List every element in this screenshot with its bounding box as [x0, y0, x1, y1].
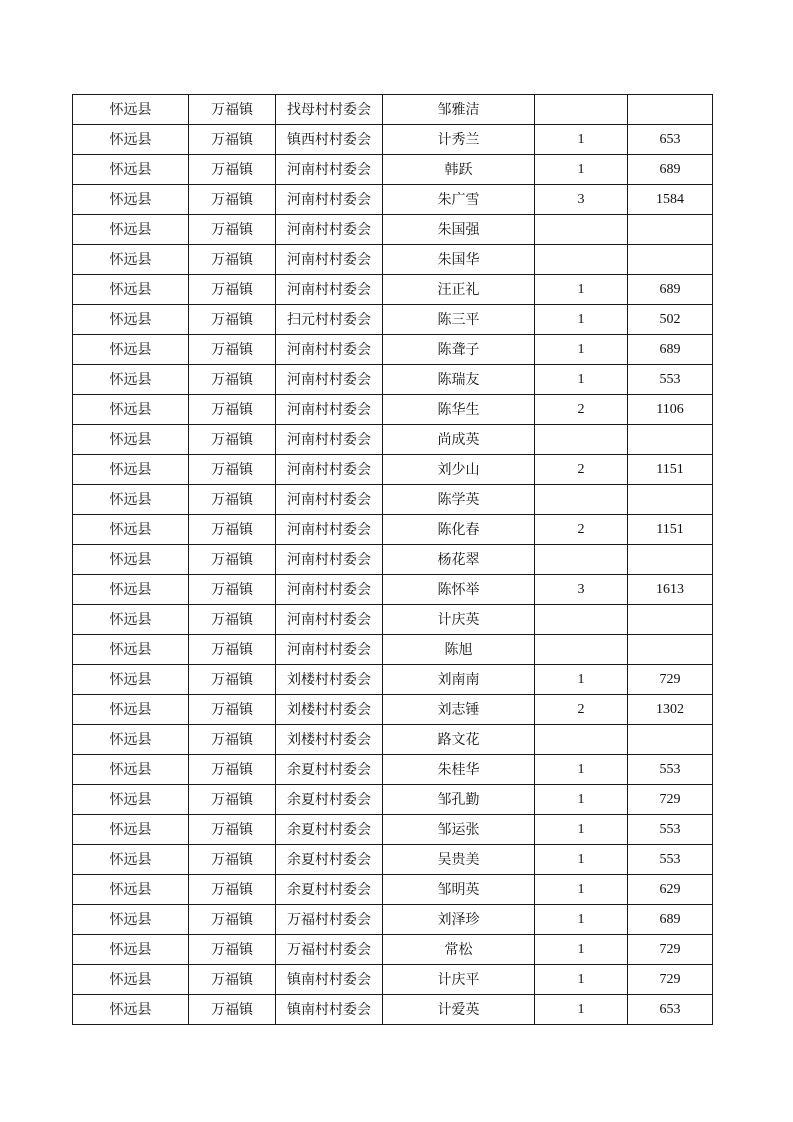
name-cell: 陈聋子 — [383, 335, 535, 365]
amount-cell: 729 — [628, 965, 713, 995]
table-row — [73, 275, 713, 305]
village-committee-cell: 镇南村村委会 — [276, 995, 383, 1025]
village-committee-cell: 余夏村村委会 — [276, 755, 383, 785]
town-cell: 万福镇 — [189, 155, 276, 185]
table-row — [73, 125, 713, 155]
table-row — [73, 305, 713, 335]
amount-cell — [628, 425, 713, 455]
amount-cell — [628, 245, 713, 275]
amount-cell: 729 — [628, 785, 713, 815]
village-committee-cell: 河南村村委会 — [276, 275, 383, 305]
village-committee-cell: 河南村村委会 — [276, 365, 383, 395]
county-cell: 怀远县 — [73, 845, 189, 875]
county-cell: 怀远县 — [73, 215, 189, 245]
count-cell — [535, 545, 628, 575]
amount-cell: 1106 — [628, 395, 713, 425]
name-cell: 计秀兰 — [383, 125, 535, 155]
village-committee-cell: 万福村村委会 — [276, 935, 383, 965]
table-row — [73, 365, 713, 395]
amount-cell: 1584 — [628, 185, 713, 215]
town-cell: 万福镇 — [189, 755, 276, 785]
village-committee-cell: 河南村村委会 — [276, 455, 383, 485]
village-committee-cell: 刘楼村村委会 — [276, 665, 383, 695]
village-committee-cell: 河南村村委会 — [276, 575, 383, 605]
county-cell: 怀远县 — [73, 245, 189, 275]
name-cell: 陈华生 — [383, 395, 535, 425]
amount-cell: 729 — [628, 665, 713, 695]
town-cell: 万福镇 — [189, 365, 276, 395]
name-cell: 陈三平 — [383, 305, 535, 335]
county-cell: 怀远县 — [73, 95, 189, 125]
amount-cell: 729 — [628, 935, 713, 965]
town-cell: 万福镇 — [189, 515, 276, 545]
table-row — [73, 185, 713, 215]
village-committee-cell: 河南村村委会 — [276, 395, 383, 425]
table-row — [73, 815, 713, 845]
table-row — [73, 935, 713, 965]
amount-cell: 1613 — [628, 575, 713, 605]
village-committee-cell: 河南村村委会 — [276, 245, 383, 275]
name-cell: 刘志锤 — [383, 695, 535, 725]
count-cell: 1 — [535, 365, 628, 395]
town-cell: 万福镇 — [189, 395, 276, 425]
count-cell — [535, 425, 628, 455]
county-cell: 怀远县 — [73, 185, 189, 215]
amount-cell: 629 — [628, 875, 713, 905]
count-cell: 2 — [535, 395, 628, 425]
amount-cell: 1302 — [628, 695, 713, 725]
table-row — [73, 875, 713, 905]
table-row — [73, 695, 713, 725]
county-cell: 怀远县 — [73, 695, 189, 725]
county-cell: 怀远县 — [73, 635, 189, 665]
county-cell: 怀远县 — [73, 455, 189, 485]
town-cell: 万福镇 — [189, 185, 276, 215]
town-cell: 万福镇 — [189, 995, 276, 1025]
village-committee-cell: 扫元村村委会 — [276, 305, 383, 335]
count-cell — [535, 485, 628, 515]
county-cell: 怀远县 — [73, 485, 189, 515]
county-cell: 怀远县 — [73, 515, 189, 545]
county-cell: 怀远县 — [73, 935, 189, 965]
amount-cell — [628, 215, 713, 245]
count-cell: 1 — [535, 155, 628, 185]
name-cell: 尚成英 — [383, 425, 535, 455]
county-cell: 怀远县 — [73, 425, 189, 455]
amount-cell: 689 — [628, 275, 713, 305]
county-cell: 怀远县 — [73, 155, 189, 185]
name-cell: 朱广雪 — [383, 185, 535, 215]
count-cell — [535, 95, 628, 125]
amount-cell: 553 — [628, 845, 713, 875]
name-cell: 陈瑞友 — [383, 365, 535, 395]
count-cell: 1 — [535, 665, 628, 695]
name-cell: 韩跃 — [383, 155, 535, 185]
village-committee-cell: 河南村村委会 — [276, 335, 383, 365]
name-cell: 刘南南 — [383, 665, 535, 695]
village-committee-cell: 河南村村委会 — [276, 605, 383, 635]
name-cell: 计爱英 — [383, 995, 535, 1025]
table-row — [73, 995, 713, 1025]
town-cell: 万福镇 — [189, 215, 276, 245]
count-cell: 1 — [535, 755, 628, 785]
town-cell: 万福镇 — [189, 335, 276, 365]
county-cell: 怀远县 — [73, 335, 189, 365]
town-cell: 万福镇 — [189, 425, 276, 455]
village-committee-cell: 河南村村委会 — [276, 185, 383, 215]
table-row — [73, 845, 713, 875]
village-committee-cell: 余夏村村委会 — [276, 785, 383, 815]
village-committee-cell: 镇西村村委会 — [276, 125, 383, 155]
name-cell: 陈学英 — [383, 485, 535, 515]
count-cell: 2 — [535, 455, 628, 485]
name-cell: 吴贵美 — [383, 845, 535, 875]
amount-cell — [628, 95, 713, 125]
name-cell: 朱国华 — [383, 245, 535, 275]
amount-cell — [628, 485, 713, 515]
table-row — [73, 245, 713, 275]
town-cell: 万福镇 — [189, 95, 276, 125]
county-cell: 怀远县 — [73, 125, 189, 155]
town-cell: 万福镇 — [189, 845, 276, 875]
village-committee-cell: 河南村村委会 — [276, 635, 383, 665]
table-row — [73, 515, 713, 545]
village-committee-cell: 刘楼村村委会 — [276, 695, 383, 725]
village-committee-cell: 余夏村村委会 — [276, 845, 383, 875]
table-row — [73, 155, 713, 185]
table-row — [73, 95, 713, 125]
village-committee-cell: 镇南村村委会 — [276, 965, 383, 995]
village-committee-cell: 河南村村委会 — [276, 425, 383, 455]
table-row — [73, 755, 713, 785]
county-cell: 怀远县 — [73, 815, 189, 845]
table-row — [73, 785, 713, 815]
amount-cell: 689 — [628, 155, 713, 185]
town-cell: 万福镇 — [189, 635, 276, 665]
town-cell: 万福镇 — [189, 305, 276, 335]
town-cell: 万福镇 — [189, 545, 276, 575]
count-cell: 1 — [535, 815, 628, 845]
town-cell: 万福镇 — [189, 605, 276, 635]
count-cell — [535, 215, 628, 245]
amount-cell: 1151 — [628, 515, 713, 545]
name-cell: 朱桂华 — [383, 755, 535, 785]
count-cell: 1 — [535, 965, 628, 995]
table-row — [73, 665, 713, 695]
count-cell — [535, 725, 628, 755]
town-cell: 万福镇 — [189, 575, 276, 605]
amount-cell: 553 — [628, 755, 713, 785]
name-cell: 常松 — [383, 935, 535, 965]
table-row — [73, 965, 713, 995]
town-cell: 万福镇 — [189, 125, 276, 155]
name-cell: 路文花 — [383, 725, 535, 755]
town-cell: 万福镇 — [189, 815, 276, 845]
amount-cell: 553 — [628, 815, 713, 845]
name-cell: 朱国强 — [383, 215, 535, 245]
village-committee-cell: 余夏村村委会 — [276, 815, 383, 845]
count-cell: 1 — [535, 905, 628, 935]
village-committee-cell: 河南村村委会 — [276, 215, 383, 245]
name-cell: 杨花翠 — [383, 545, 535, 575]
name-cell: 陈旭 — [383, 635, 535, 665]
table-row — [73, 425, 713, 455]
town-cell: 万福镇 — [189, 725, 276, 755]
town-cell: 万福镇 — [189, 275, 276, 305]
amount-cell: 653 — [628, 125, 713, 155]
amount-cell: 689 — [628, 335, 713, 365]
village-committee-cell: 河南村村委会 — [276, 485, 383, 515]
count-cell: 3 — [535, 575, 628, 605]
name-cell: 邹运张 — [383, 815, 535, 845]
amount-cell — [628, 605, 713, 635]
village-committee-cell: 找母村村委会 — [276, 95, 383, 125]
county-cell: 怀远县 — [73, 275, 189, 305]
county-cell: 怀远县 — [73, 575, 189, 605]
county-cell: 怀远县 — [73, 665, 189, 695]
table-row — [73, 335, 713, 365]
village-committee-cell: 河南村村委会 — [276, 155, 383, 185]
count-cell: 2 — [535, 695, 628, 725]
count-cell: 1 — [535, 125, 628, 155]
town-cell: 万福镇 — [189, 695, 276, 725]
name-cell: 邹明英 — [383, 875, 535, 905]
county-cell: 怀远县 — [73, 875, 189, 905]
town-cell: 万福镇 — [189, 455, 276, 485]
count-cell: 1 — [535, 785, 628, 815]
name-cell: 陈怀举 — [383, 575, 535, 605]
town-cell: 万福镇 — [189, 485, 276, 515]
county-cell: 怀远县 — [73, 395, 189, 425]
county-cell: 怀远县 — [73, 905, 189, 935]
name-cell: 计庆平 — [383, 965, 535, 995]
amount-cell: 689 — [628, 905, 713, 935]
name-cell: 汪正礼 — [383, 275, 535, 305]
table-row — [73, 905, 713, 935]
county-cell: 怀远县 — [73, 365, 189, 395]
county-cell: 怀远县 — [73, 725, 189, 755]
amount-cell — [628, 635, 713, 665]
table-body — [73, 95, 713, 1025]
county-cell: 怀远县 — [73, 755, 189, 785]
count-cell: 1 — [535, 875, 628, 905]
name-cell: 计庆英 — [383, 605, 535, 635]
village-committee-cell: 余夏村村委会 — [276, 875, 383, 905]
county-cell: 怀远县 — [73, 965, 189, 995]
town-cell: 万福镇 — [189, 875, 276, 905]
count-cell: 1 — [535, 275, 628, 305]
name-cell: 邹雅洁 — [383, 95, 535, 125]
count-cell: 3 — [535, 185, 628, 215]
county-cell: 怀远县 — [73, 605, 189, 635]
table-row — [73, 605, 713, 635]
town-cell: 万福镇 — [189, 965, 276, 995]
amount-cell: 653 — [628, 995, 713, 1025]
town-cell: 万福镇 — [189, 785, 276, 815]
count-cell: 1 — [535, 305, 628, 335]
table-row — [73, 395, 713, 425]
town-cell: 万福镇 — [189, 245, 276, 275]
table-row — [73, 215, 713, 245]
count-cell: 1 — [535, 935, 628, 965]
table-row — [73, 545, 713, 575]
amount-cell — [628, 545, 713, 575]
amount-cell — [628, 725, 713, 755]
village-committee-cell: 河南村村委会 — [276, 545, 383, 575]
amount-cell: 553 — [628, 365, 713, 395]
count-cell: 1 — [535, 845, 628, 875]
count-cell: 1 — [535, 995, 628, 1025]
village-committee-cell: 万福村村委会 — [276, 905, 383, 935]
town-cell: 万福镇 — [189, 905, 276, 935]
count-cell: 1 — [535, 335, 628, 365]
count-cell — [535, 605, 628, 635]
county-cell: 怀远县 — [73, 995, 189, 1025]
count-cell: 2 — [535, 515, 628, 545]
town-cell: 万福镇 — [189, 935, 276, 965]
table-row — [73, 455, 713, 485]
name-cell: 刘少山 — [383, 455, 535, 485]
name-cell: 刘泽珍 — [383, 905, 535, 935]
table-row — [73, 635, 713, 665]
table-row — [73, 725, 713, 755]
name-cell: 邹孔勤 — [383, 785, 535, 815]
name-cell: 陈化春 — [383, 515, 535, 545]
village-committee-cell: 河南村村委会 — [276, 515, 383, 545]
amount-cell: 1151 — [628, 455, 713, 485]
village-committee-cell: 刘楼村村委会 — [276, 725, 383, 755]
count-cell — [535, 245, 628, 275]
data-table — [72, 94, 713, 1025]
county-cell: 怀远县 — [73, 785, 189, 815]
table-row — [73, 575, 713, 605]
town-cell: 万福镇 — [189, 665, 276, 695]
county-cell: 怀远县 — [73, 545, 189, 575]
count-cell — [535, 635, 628, 665]
table-row — [73, 485, 713, 515]
amount-cell: 502 — [628, 305, 713, 335]
county-cell: 怀远县 — [73, 305, 189, 335]
